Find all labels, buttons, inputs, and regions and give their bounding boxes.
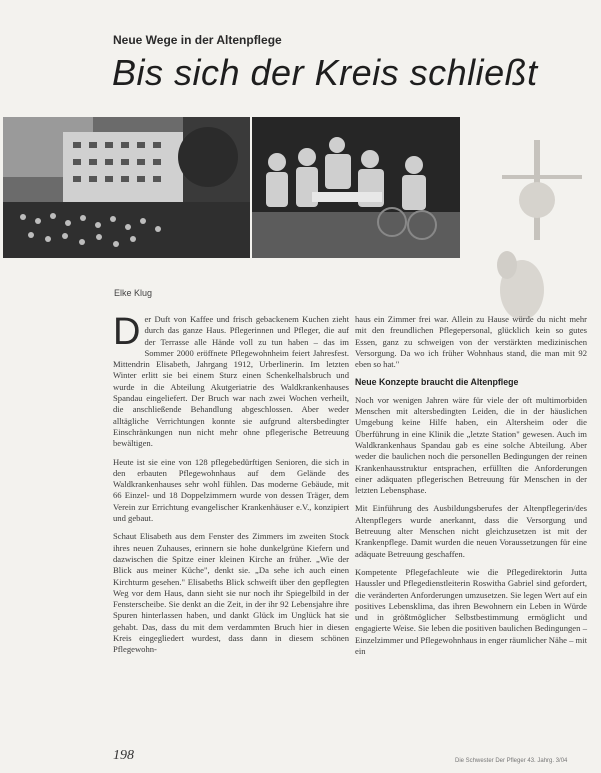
paragraph: Der Duft von Kaffee und frisch gebackenem Kuchen zieht durch das ganze Haus. Pflegerinnen und Pfleger, die auf der Terrasse alle Hände voll zu tun haben – das im Sommer 2000 eröffnete Pflegewohnheim feiert Jahresfest. Mittendrin Elisabeth, Jahrgang 1912, Urberlinerin. Im letzten Winter erlitt sie bei einem Sturz einen Schenkelhalsbruch und wurde in die Abteilung Akutgeriatrie des Waldkrankenhauses Spandau eingeliefert. Der Bruch war nach zwei Wochen verheilt, die anschließende Behandlung abgeschlossen. Aber weder alltägliche Verrichtungen konnte sie aufgrund altersbedingter Einschränkungen nun nicht mehr ohne pflegerische Betreuung bewältigen. <box>113 311 349 449</box>
paragraph: haus ein Zimmer frei war. Allein zu Hause würde du nicht mehr mit den freundlichen Pflegepersonal, glücklich kein so gutes Essen, ganz zu schweigen von der verstärkten medizinischen Versorgung. Da wo ich früher Wohnhaus stand, die man mit 92 eben so hat." <box>355 314 587 370</box>
decorative-figure-graphic <box>462 120 600 330</box>
text-column-left <box>113 311 349 663</box>
paragraph: Noch vor wenigen Jahren wäre für viele der oft multimorbiden Menschen mit altersbedingten Leiden, die in der häuslichen Umgebung keine Hilfe haben, ein Altersheim oder die Überführung in eine Klinik die „letzte Station" gewesen. Auch im Waldkrankenhaus Spandau gab es eine solche Abteilung. Aber weder die baulichen noch die personellen Bedingungen der reinen Krankenhausstruktur entsprachen, erfüllten die Anforderungen einer adäquaten pflegerischen Betreuung für Menschen in der letzten Lebensphase. <box>355 394 587 496</box>
paragraph: Schaut Elisabeth aus dem Fenster des Zimmers im zweiten Stock ihres neuen Zuhauses, erinnern sie hohe dunkelgrüne Kiefern und dazwischen die Spitze einer kleinen Kirche an früher. „Wie der Blick aus meiner Küche", denkt sie. „Da sehe ich auch einen Kirchturm gesehen." Elisabeths Blick schweift über den gepflegten Weg vor dem Haus, dann sieht sie nur noch ihr Spiegelbild in der Fensterscheibe. Sie denkt an die Zeit, in der ihr 92 Lebensjahre ihre Spuren hinterlassen haben, und dankt Glück im Unglück hat sie gehabt. Das, dass du mit dem verdammten Bruch hier in diesen Kreis eingegliedert wurdest, dass dann in diesem schönen Pflegewohn- <box>113 531 349 655</box>
photo-residents-group <box>252 117 460 258</box>
publication-source: Die Schwester Der Pfleger 43. Jahrg. 3/04 <box>455 758 568 764</box>
article-headline: Bis sich der Kreis schließt <box>112 52 538 93</box>
article-byline: Elke Klug <box>114 288 153 298</box>
drop-cap: D <box>113 311 141 353</box>
paragraph: Mit Einführung des Ausbildungsberufes der Altenpflegerin/des Altenpflegers wurde anerkannt, dass die Versorgung und Betreuung alter Menschen nicht gleichzusetzen ist mit der Krankenpflege. Damit wurden die neuen Voraussetzungen für eine adäquate Betreuung geschaffen. <box>355 503 587 559</box>
page-number: 198 <box>113 748 134 763</box>
text-column-right <box>355 314 587 664</box>
paragraph: Heute ist sie eine von 128 pflegebedürftigen Senioren, die sich in den erbauten Pflegewohnhaus auf dem Gelände des Waldkrankenhauses sehr wohl fühlen. Das moderne Gebäude, mit 66 Einzel- und 18 Doppelzimmern wurde von dessen Träger, dem Verein zur Errichtung evangelischer Krankenhäuser e.V., konzipiert und gebaut. <box>113 456 349 524</box>
photo-nursing-home-garden <box>3 117 250 258</box>
section-subheading: Neue Konzepte braucht die Altenpflege <box>355 377 519 388</box>
article-kicker: Neue Wege in der Altenpflege <box>113 33 282 47</box>
paragraph: Kompetente Pflegefachleute wie die Pflegedirektorin Jutta Haussler und Pflegedienstleiterin Roswitha Gabriel sind gefordert, die veränderten Anforderungen umzusetzen. Sie legen Wert auf ein positives Lebensklima, das ihren Bewohnern ein Leben in Würde und in größtmöglicher Selbstbestimmung ermöglicht und engagierte Weise. Sie leben die positiven baulichen Bedingungen – Einzelzimmer und Pflegewohnhaus in enger räumlicher Nähe – mit ein <box>355 566 587 657</box>
